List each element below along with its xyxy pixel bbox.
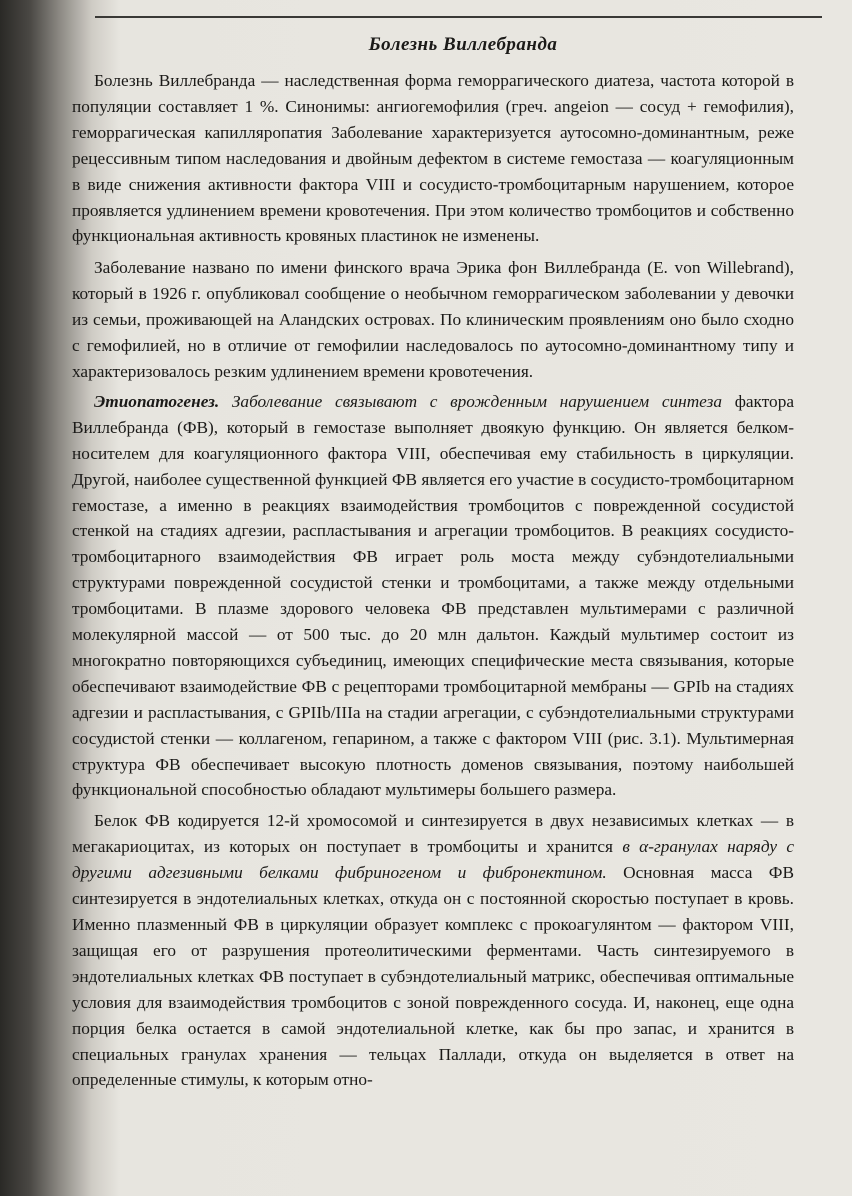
page-content [72, 34, 794, 1093]
paragraph-synthesis [72, 808, 794, 1093]
paragraph-history: Заболевание названо по имени финского врача Эрика фон Виллебранда (E. von Willebrand), который в 1926 г. опубликовал сообщение о необычном геморрагическом заболевании у девочки из семьи, проживающей на Аландских островах. По клиническим проявлениям оно было сходно с гемофилией, но в отличие от гемофилии наследовалось по аутосомно-доминантному типу и характеризовалось резким удлинением времени кровотечения. [72, 258, 794, 381]
etiopathogenesis-heading: Этиопатогенез. [94, 391, 220, 411]
header-rule [95, 16, 822, 18]
paragraph-etiopathogenesis [72, 389, 794, 804]
synthesis-text-start: Белок ФВ кодируется 12-й хромосомой и синтезируется в двух независимых клетках — в мегакариоцитах, из которых он поступает в тромбоциты и хранится [72, 811, 794, 857]
etiopathogenesis-body: фактора Виллебранда (ФВ), который в гемостазе выполняет двоякую функцию. Он является белком-носителем для коагуляционного фактора VIII, обеспечивая ему стабильность в циркуляции. Другой, наиболее существенной функцией ФВ является его участие в сосудисто-тромбоцитарном гемостазе, а именно в реакциях взаимодействия тромбоцитов с поврежденной сосудистой стенкой на стадиях адгезии, распластывания и агрегации тромбоцитов. В реакциях сосудисто-тромбоцитарного взаимодействия ФВ играет роль моста между субэндотелиальными структурами поврежденной сосудистой стенки и тромбоцитами, а также между отдельными тромбоцитами. В плазме здорового человека ФВ представлен мультимерами с различной молекулярной массой — от 500 тыс. до 20 млн дальтон. Каждый мультимер состоит из многократно повторяющихся субъединиц, имеющих специфические места связывания, которые обеспечивают взаимодействие ФВ с рецепторами тромбоцитарной мембраны — GPIb на стадиях адгезии и распластывания, с GPIIb/IIIa на стадии агрегации, с субэндотелиальными структурами сосудистой стенки — коллагеном, гепарином, а также с фактором VIII (рис. 3.1). Мультимерная структура ФВ обеспечивает высокую плотность доменов связывания, поэтому наибольшей функциональной способностью обладают мультимеры большего размера. [72, 391, 794, 800]
synthesis-italic: в α-гранулах наряду с другими адгезивными белками фибриногеном и фибронектином. [72, 837, 794, 883]
paragraph-definition: Болезнь Виллебранда — наследственная форма геморрагического диатеза, частота которой в популяции составляет 1 %. Синонимы: ангиогемофилия (греч. angeion — сосуд + гемофилия), геморрагическая капилляропатия Заболевание характеризуется аутосомно-доминантным, реже рецессивным типом наследования и двойным дефектом в системе гемостаза — коагуляционным в виде снижения активности фактора VIII и сосудисто-тромбоцитарным нарушением, которое проявляется удлинением времени кровотечения. При этом количество тромбоцитов и собственно функциональная активность кровяных пластинок не изменены. [72, 71, 794, 246]
section-title: Болезнь Виллебранда [368, 34, 558, 55]
synthesis-text-end: Основная масса ФВ синтезируется в эндотелиальных клетках, откуда он с постоянной скоростью поступает в кровь. Именно плазменный ФВ в циркуляции образует комплекс с прокоагулянтом — фактором VIII, защищая его от разрушения протеолитическими ферментами. Часть синтезируемого в эндотелиальных клетках ФВ поступает в субэндотелиальный матрикс, обеспечивая оптимальные условия для взаимодействия тромбоцитов с зоной поврежденного сосуда. И, наконец, еще одна порция белка остается в самой эндотелиальной клетке, как бы про запас, и хранится в специальных гранулах хранения — тельцах Паллади, откуда он выделяется в ответ на определенные стимулы, к которым отно- [72, 863, 794, 1090]
etiopathogenesis-italic-intro: Заболевание связывают с врожденным нарушением синтеза [231, 391, 723, 411]
